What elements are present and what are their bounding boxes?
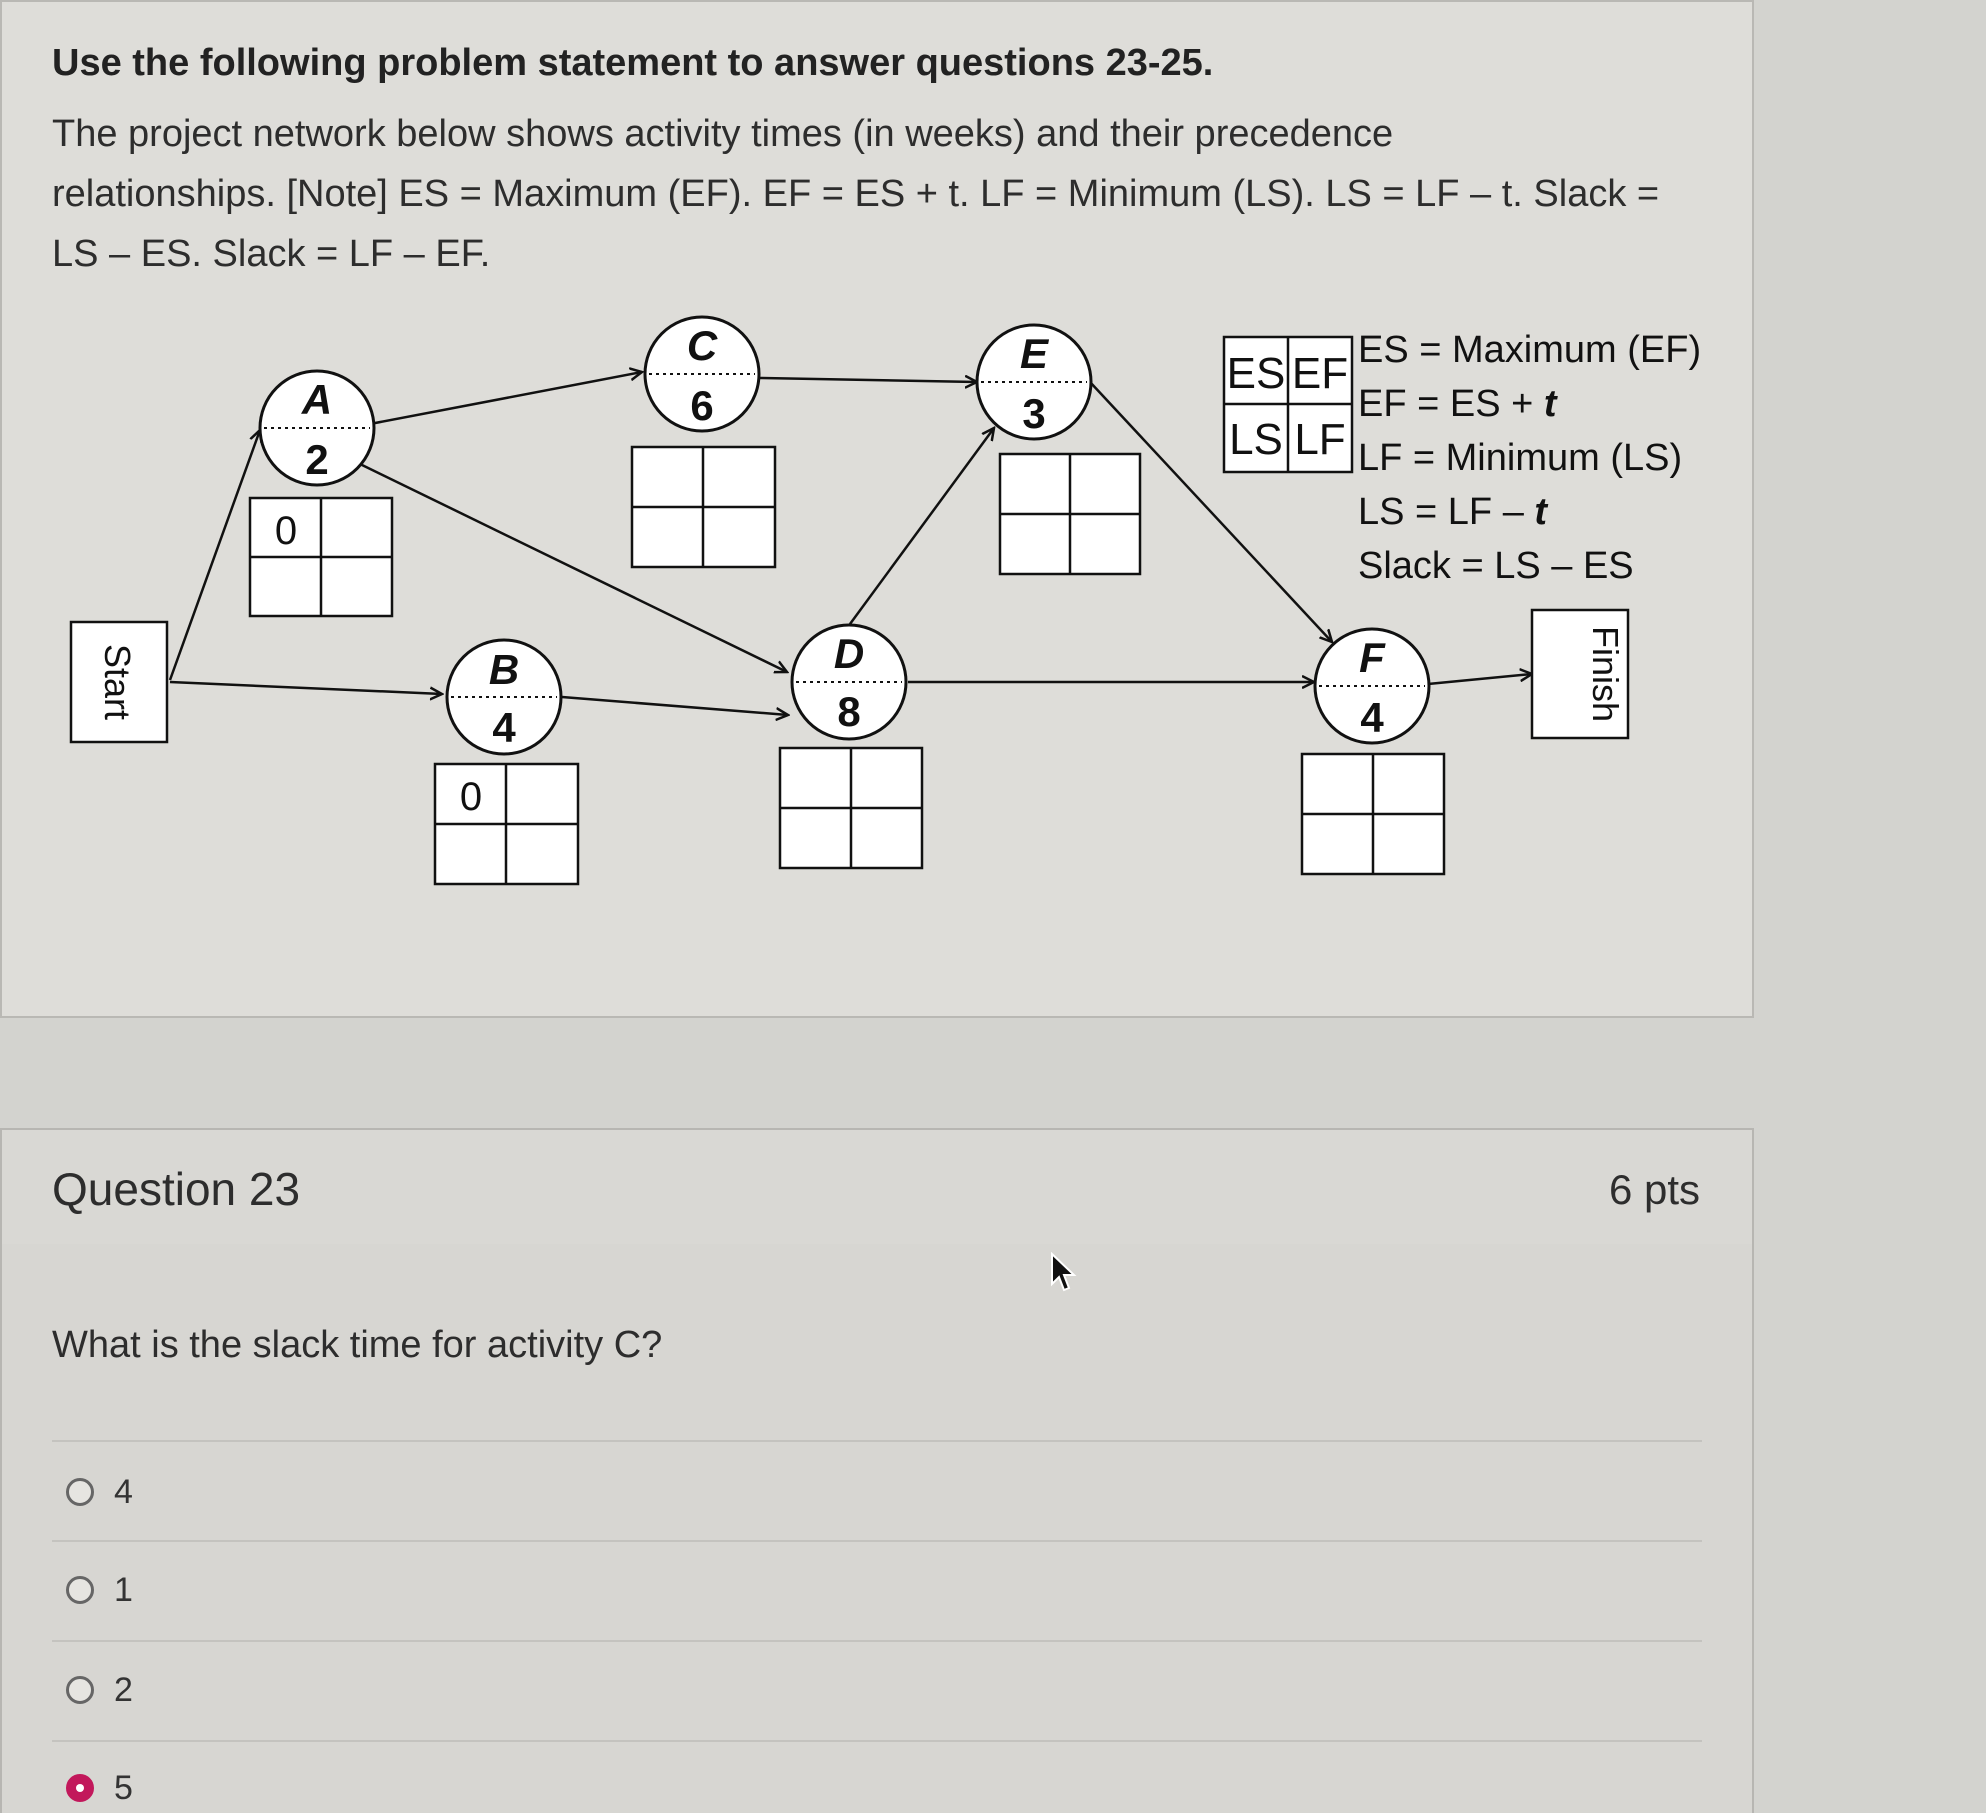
option-divider [52,1640,1702,1642]
arrow-b-d [562,697,788,715]
activity-f-time: 4 [1360,694,1384,741]
activity-d-time: 8 [837,688,861,735]
radio-button[interactable] [66,1478,94,1506]
answer-option-3[interactable] [66,1670,133,1710]
statement-title: Use the following problem statement to answer questions 23-25. [52,42,1214,84]
arrow-start-a [170,430,260,680]
question-points: 6 pts [1608,1166,1700,1213]
activity-node-c [645,317,759,431]
legend-rules [1358,329,1701,587]
legend-rule-2: EF = ES + t [1358,383,1557,425]
activity-b-grid [435,764,578,884]
activity-a-grid [250,498,392,616]
mouse-cursor-icon [1050,1252,1078,1294]
start-label: Start [97,643,138,721]
activity-a-time: 2 [305,436,329,483]
activity-node-d [792,625,906,739]
statement-line-2: relationships. [Note] ES = Maximum (EF). EF = ES + t. LF = Minimum (LS). LS = LF – t. Slack = [52,173,1660,215]
legend-ls: LS [1229,415,1283,464]
activity-a-name: A [301,376,333,423]
arrow-a-c [370,372,642,424]
answer-option-4[interactable] [66,1768,133,1808]
option-divider [52,1540,1702,1542]
question-body [0,1244,1754,1813]
activity-b-es: 0 [459,775,483,819]
radio-button[interactable] [66,1676,94,1704]
arrow-f-finish [1428,674,1532,684]
radio-button[interactable] [66,1576,94,1604]
answer-option-label: 5 [114,1768,133,1807]
statement-body [52,104,1712,284]
statement-line-1: The project network below shows activity times (in weeks) and their precedence [52,113,1394,155]
activity-c-time: 6 [690,382,714,429]
activity-node-e [977,325,1091,439]
activity-f-grid [1302,754,1444,874]
start-node [71,622,167,742]
arrow-c-e [760,378,977,382]
problem-statement-panel [0,0,1754,1018]
activity-a-es: 0 [274,509,298,553]
answer-option-2[interactable] [66,1570,133,1610]
activity-c-grid [632,447,775,567]
option-divider [52,1740,1702,1742]
activity-node-b [447,640,561,754]
activity-d-grid [780,748,922,868]
answer-option-label: 2 [114,1670,133,1709]
activity-e-time: 3 [1022,390,1046,437]
legend-lf: LF [1294,415,1346,464]
activity-node-a [260,371,374,485]
answer-option-1[interactable] [66,1472,133,1512]
legend-ef: EF [1291,349,1349,398]
question-title: Question 23 [52,1163,301,1215]
legend-rule-5: Slack = LS – ES [1358,545,1634,587]
activity-node-f [1315,629,1429,743]
arrow-start-b [170,682,442,694]
answer-option-label: 1 [114,1570,133,1609]
legend-es: ES [1226,349,1286,398]
question-header [0,1128,1754,1246]
project-network-diagram [2,302,1756,902]
arrow-d-e [850,428,994,624]
radio-button-selected[interactable] [66,1774,94,1802]
legend-rule-1: ES = Maximum (EF) [1358,329,1702,371]
activity-f-name: F [1359,634,1385,681]
activity-b-name: B [488,646,520,693]
statement-line-3: LS – ES. Slack = LF – EF. [52,233,491,275]
activity-e-name: E [1019,330,1049,377]
answer-option-label: 4 [114,1472,133,1511]
finish-label: Finish [1585,625,1626,723]
legend-rule-4: LS = LF – t [1358,491,1548,533]
legend-rule-3: LF = Minimum (LS) [1358,437,1683,479]
finish-node [1532,610,1628,738]
legend-box [1224,337,1352,472]
activity-d-name: D [833,630,865,677]
question-text: What is the slack time for activity C? [52,1324,663,1366]
activity-b-time: 4 [492,704,516,751]
activity-e-grid [1000,454,1140,574]
activity-c-name: C [686,322,718,369]
option-divider [52,1440,1702,1442]
